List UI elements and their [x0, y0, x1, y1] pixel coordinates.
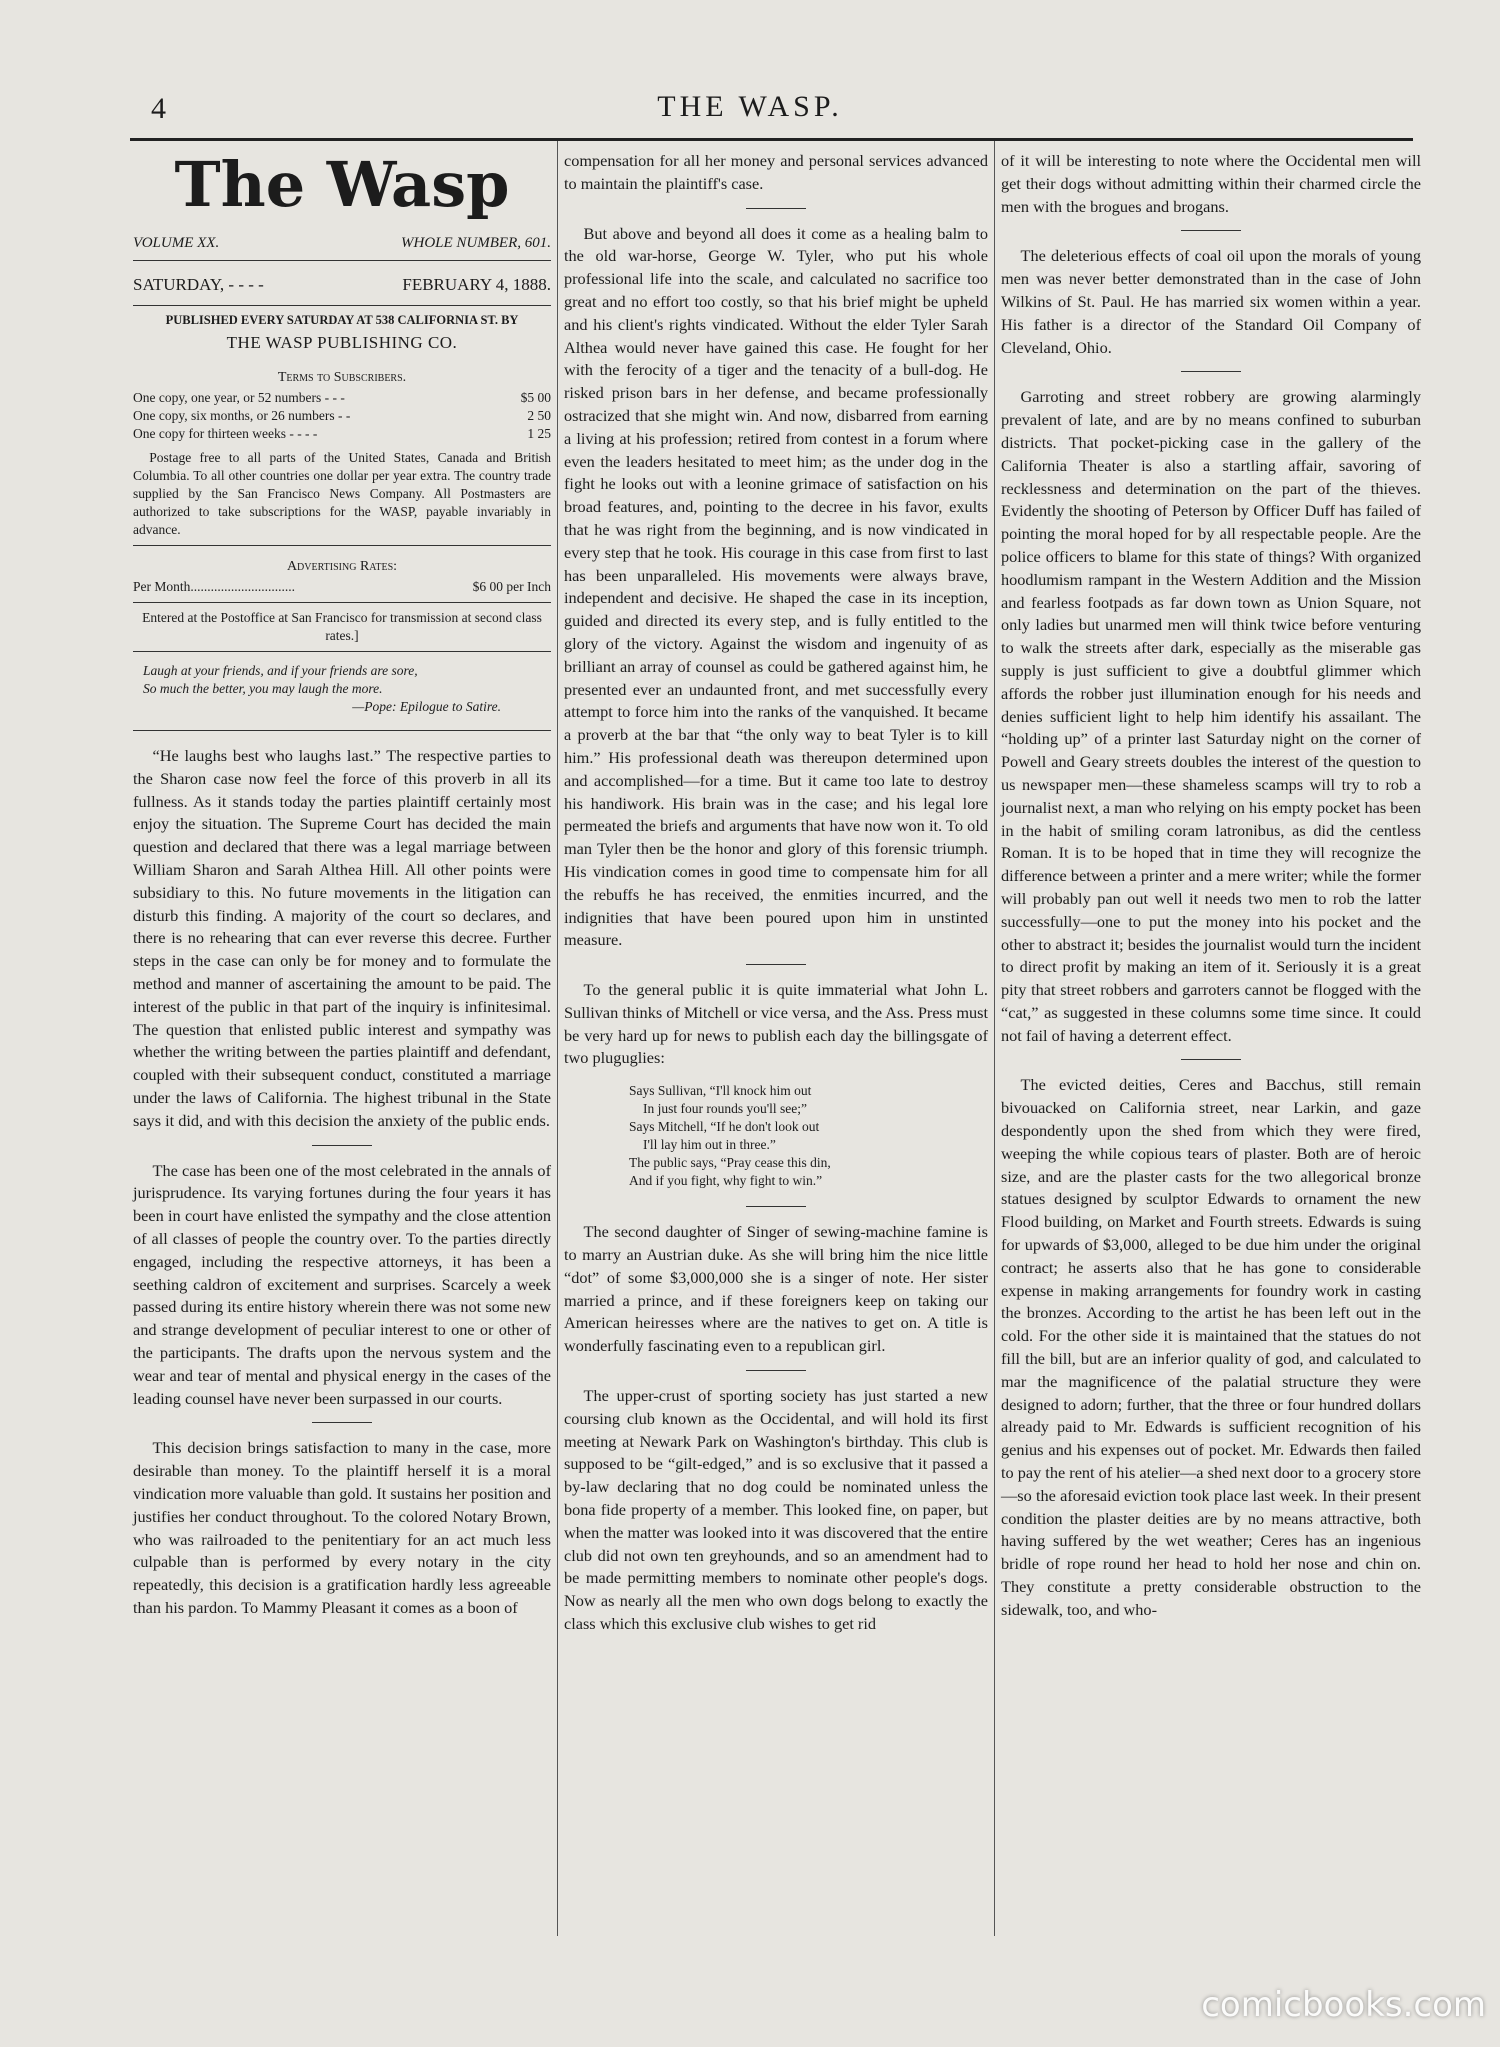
- postoffice-box: [133, 602, 551, 651]
- terms-label: One copy, six months, or 26 numbers - -: [133, 408, 351, 423]
- article-paragraph: To the general public it is quite immaterial what John L. Sullivan thinks of Mitchell or vice versa, and the Ass. Press must be very hard up for news to publish each day the billingsgate of two pluguglies:: [564, 980, 988, 1068]
- article-paragraph: The evicted deities, Ceres and Bacchus, still remain bivouacked on California street, near Larkin, and gaze despondently upon the shed from which they were fired, weeping the while copious tears of plaster. Both are of heroic size, and are the plaster casts for the two allegorical bronze statues designed by sculptor Edwards to ornament the new Flood building, on Market and Fourth streets. Edwards is suing for upwards of $3,000, alleged to be due him under the original contract; he asserts also that he has gone to considerable expense in making arrangements for foundry work in casting the bronzes. According to the artist he has been left out in the cold. For the other side it is maintained that the statues do not fill the bill, but are an inferior quality of god, and calculated to mar the magnificence of the palatial structure they were designed to adorn; further, that the three or four hundred dollars already paid to Mr. Edwards is sufficient recognition of his genius and his expenses out of pocket. Mr. Edwards then failed to pay the rent of his atelier—a shed next door to a grocery store—so the aforesaid eviction took place last week. In their present condition the plaster deities are by no means attractive, both having suffered by the wet weather; Ceres has an ingenious bridle of rope round her head to hold her nose and chin on. They constitute a pretty considerable obstruction to the sidewalk, too, and who-: [1001, 1075, 1422, 1619]
- masthead-title: The Wasp: [174, 148, 510, 221]
- terms-label: One copy for thirteen weeks - - - -: [133, 426, 318, 441]
- terms-price: 1 25: [527, 426, 551, 441]
- column-2: [564, 150, 988, 1648]
- section-separator: [1181, 230, 1241, 231]
- column-3: [1001, 150, 1421, 1634]
- advertising-row: [133, 578, 551, 596]
- verse-line: Says Sullivan, “I'll knock him out: [629, 1083, 812, 1099]
- article-paragraph: compensation for all her money and personal services advanced to maintain the plaintiff's case.: [564, 151, 988, 193]
- article-paragraph: The case has been one of the most celebrated in the annals of jurisprudence. Its varying fortunes during the four years it has been in court have enlisted the sympathy and the close attention of all classes of people the country over. To the parties directly engaged, including the respective attorneys, it has been a seething caldron of excitement and surprises. Scarcely a week passed during its entire history wherein there was not some new and strange development of peculiar interest to one or other of the participants. The drafts upon the nervous system and the wear and tear of mental and physical energy in the cases of the leading counsel have never been surpassed in our courts.: [133, 1160, 551, 1408]
- column-divider: [994, 141, 995, 1936]
- terms-label: One copy, one year, or 52 numbers - - -: [133, 390, 345, 405]
- advertising-price: $6 00 per Inch: [472, 579, 551, 594]
- article-paragraph: The deleterious effects of coal oil upon the morals of young men was never better demonstrated than in the case of John Wilkins of St. Paul. He has married six women within a year. His father is a director of the Standard Oil Company of Cleveland, Ohio.: [1001, 246, 1421, 357]
- epigraph-line: So much the better, you may laugh the more.: [143, 681, 383, 696]
- issue-date: FEBRUARY 4, 1888.: [402, 275, 551, 294]
- verse: [629, 1082, 988, 1190]
- article-paragraph: But above and beyond all does it come as a healing balm to the old war-horse, George W. Tyler, who put his whole professional life into the scale, and calculated no sacrifice too great and no effort too costly, so that his brief might be upheld and his client's rights vindicated. Without the elder Tyler Sarah Althea would never have gained this case. He fought for her with the ferocity of a tiger and the tenacity of a bull-dog. He risked prison bars in her defense, and became professionally ostracized that she might win. And now, disbarred from earning a living at his profession; retired from contest in a forum where even the leaders hesitated to meet him; as the under dog in the fight he looks out with a leonine grimace of satisfaction on his broad features, and, pointing to the decree in his favor, exults that he was right from the beginning, and is now vindicated in every step that he took. His courage in this case from first to last has been unparalleled. His movements were always brave, independent and decisive. He shaped the case in its inception, guided and directed its every step, and is fully entitled to the glory of the victory. Against the wisdom and ingenuity of as brilliant an array of counsel as could be gathered against him, he presented ever an undaunted front, and met successfully every attempt to force him into the ranks of the vanquished. It became a proverb at the bar that “the only way to beat Tyler is to kill him.” His professional death was thereupon determined upon and accomplished—for a time. But it came too late to destroy his handiwork. His brain was in the case; and his legal lore permeated the briefs and arguments that have now won it. To old man Tyler then be the honor and glory of this forensic triumph. His vindication comes in good time to compensate him for all the rebuffs he has received, the enmities incurred, and the indignities that have been poured upon him in unstinted measure.: [564, 223, 988, 950]
- date-row: [133, 260, 551, 306]
- column-1: [133, 150, 551, 1632]
- section-separator: [746, 964, 806, 965]
- verse-line: And if you fight, why fight to win.”: [629, 1173, 823, 1189]
- postoffice-notice: Entered at the Postoffice at San Francisco for transmission at second class rates.]: [142, 610, 542, 643]
- epigraph: [133, 651, 551, 731]
- section-separator: [1181, 371, 1241, 372]
- whole-number: WHOLE NUMBER, 601.: [401, 235, 551, 251]
- publisher-name: THE WASP PUBLISHING CO.: [226, 333, 458, 352]
- advertising-heading: Advertising Rates:: [286, 559, 398, 574]
- verse-line: I'll lay him out in three.”: [643, 1137, 776, 1153]
- column-divider: [557, 141, 558, 1936]
- terms-price: 2 50: [527, 408, 551, 423]
- terms-heading: Terms to Subscribers.: [277, 370, 407, 385]
- issue-day: SATURDAY, - - - -: [133, 275, 264, 294]
- article-paragraph: of it will be interesting to note where the Occidental men will get their dogs without admitting within their charmed circle the men with the brogues and brogans.: [1001, 151, 1421, 216]
- verse-line: In just four rounds you'll see;”: [643, 1101, 808, 1117]
- article-paragraph: Garroting and street robbery are growing alarmingly prevalent of late, and are by no means confined to suburban districts. That pocket-picking case in the gallery of the California Theater is also a startling affair, savoring of recklessness and determination on the part of the thieves. Evidently the shooting of Peterson by Officer Duff has failed of pointing the moral hoped for by all respectable people. Are the police officers to blame for this state of things? With organized hoodlumism rampant in the Western Addition and the Mission and fearless footpads as far down town as Union Square, not only ladies but unarmed men will think twice before venturing to walk the streets after dark, especially as the miserable gas supply is just sufficient to give a doubtful glimmer which affords the robber just illumination enough for his needs and denies sufficient light to help him identify his assailant. The “holding up” of a printer last Saturday night on the corner of Powell and Geary streets doubles the interest of the question to us newspaper men—these shameless scamps will try to rob a journalist next, a man who relying on his empty pocket has been in the habit of smiling coram latronibus, as did the centless Roman. It is to be hoped that in time they will recognize the difference between a printer and a mere writer; while the former will probably pan out well it needs two men to rob the latter successfully—one to put the money into his pocket and the other to abstract it; besides the journalist would turn the incident to direct profit by making an item of it. Seriously it is a great pity that street robbers and garroters cannot be flogged with the “cat,” as suggested in these columns some time since. It could not fail of having a deterrent effect.: [1001, 387, 1421, 1045]
- article-paragraph: “He laughs best who laughs last.” The respective parties to the Sharon case now feel the force of this proverb in all its fullness. As it stands today the parties plaintiff certainly most enjoy the situation. The Supreme Court has decided the main question and declared that there was a legal marriage between William Sharon and Sarah Althea Hill. All other points were subsidiary to this. No future movements in the litigation can disturb this finding. A majority of the court so declares, and there is no rehearing that can ever reverse this decree. Further steps in the case can only be for money and to formulate the method and manner of ascertaining the amount to be paid. The interest of the public in that part of the inquiry is infinitesimal. The question that enlisted public interest and sympathy was whether the writing between the parties plaintiff and defendant, coupled with their subsequent conduct, constituted a marriage under the laws of California. The highest tribunal in the State says it did, and with this decision the anxiety of the public ends.: [133, 746, 551, 1130]
- article-paragraph: This decision brings satisfaction to many in the case, more desirable than money. To the plaintiff herself it is a moral vindication more valuable than gold. It sustains her position and justifies her conduct throughout. To the colored Notary Brown, who was railroaded to the penitentiary for an act much less culpable than is performed by every notary in the city repeatedly, this decision is a gratification hardly less agreeable than his pardon. To Mammy Pleasant it comes as a boon of: [133, 1438, 551, 1617]
- section-separator: [746, 208, 806, 209]
- epigraph-source: —Pope: Epilogue to Satire.: [352, 699, 501, 714]
- section-separator: [746, 1206, 806, 1207]
- epigraph-line: Laugh at your friends, and if your friends are sore,: [143, 663, 418, 678]
- terms-row: [133, 425, 551, 443]
- verse-line: The public says, “Pray cease this din,: [629, 1155, 831, 1171]
- postage-notice: Postage free to all parts of the United States, Canada and British Columbia. To all other countries one dollar per year extra. The country trade supplied by the San Francisco News Company. All Postmasters are authorized to take subscriptions for the WASP, payable invariably in advance.: [133, 450, 551, 537]
- section-separator: [312, 1145, 372, 1146]
- volume-row: [133, 234, 551, 252]
- volume: VOLUME XX.: [133, 235, 220, 251]
- article-paragraph: The second daughter of Singer of sewing-machine famine is to marry an Austrian duke. As she will bring him the nice little “dot” of some $3,000,000 she is a singer of note. Her sister married a prince, and if these foreigners keep on taking our American heiresses where are the natives to get on. A title is wonderfully fascinating even to a republican girl.: [564, 1222, 988, 1356]
- article-paragraph: The upper-crust of sporting society has just started a new coursing club known as the Occidental, and will hold its first meeting at Newark Park on Washington's birthday. This club is supposed to be “gilt-edged,” and is so exclusive that it passed a by-law declaring that no dog could be nominated unless the bona fide property of a member. This looked fine, on paper, but when the matter was looked into it was discovered that the entire club did not own ten greyhounds, and so an amendment had to be made permitting members to nominate other people's dogs. Now as nearly all the men who own dogs belong to exactly the class which this exclusive club wishes to get rid: [564, 1386, 988, 1634]
- advertising-box: [133, 545, 551, 602]
- watermark: comicbooks.com: [1201, 1985, 1486, 2025]
- terms-row: [133, 407, 551, 425]
- section-separator: [1181, 1059, 1241, 1060]
- advertising-label: Per Month...............................: [133, 579, 295, 594]
- terms-row: [133, 389, 551, 407]
- running-head-title: THE WASP.: [657, 90, 843, 123]
- verse-line: Says Mitchell, “If he don't look out: [629, 1119, 820, 1135]
- page-number: 4: [151, 92, 166, 125]
- section-separator: [746, 1370, 806, 1371]
- header-rule: [130, 138, 1413, 141]
- section-separator: [312, 1422, 372, 1423]
- terms-price: $5 00: [520, 390, 551, 405]
- publication-notice: PUBLISHED EVERY SATURDAY AT 538 CALIFORNIA ST. BY: [165, 313, 519, 327]
